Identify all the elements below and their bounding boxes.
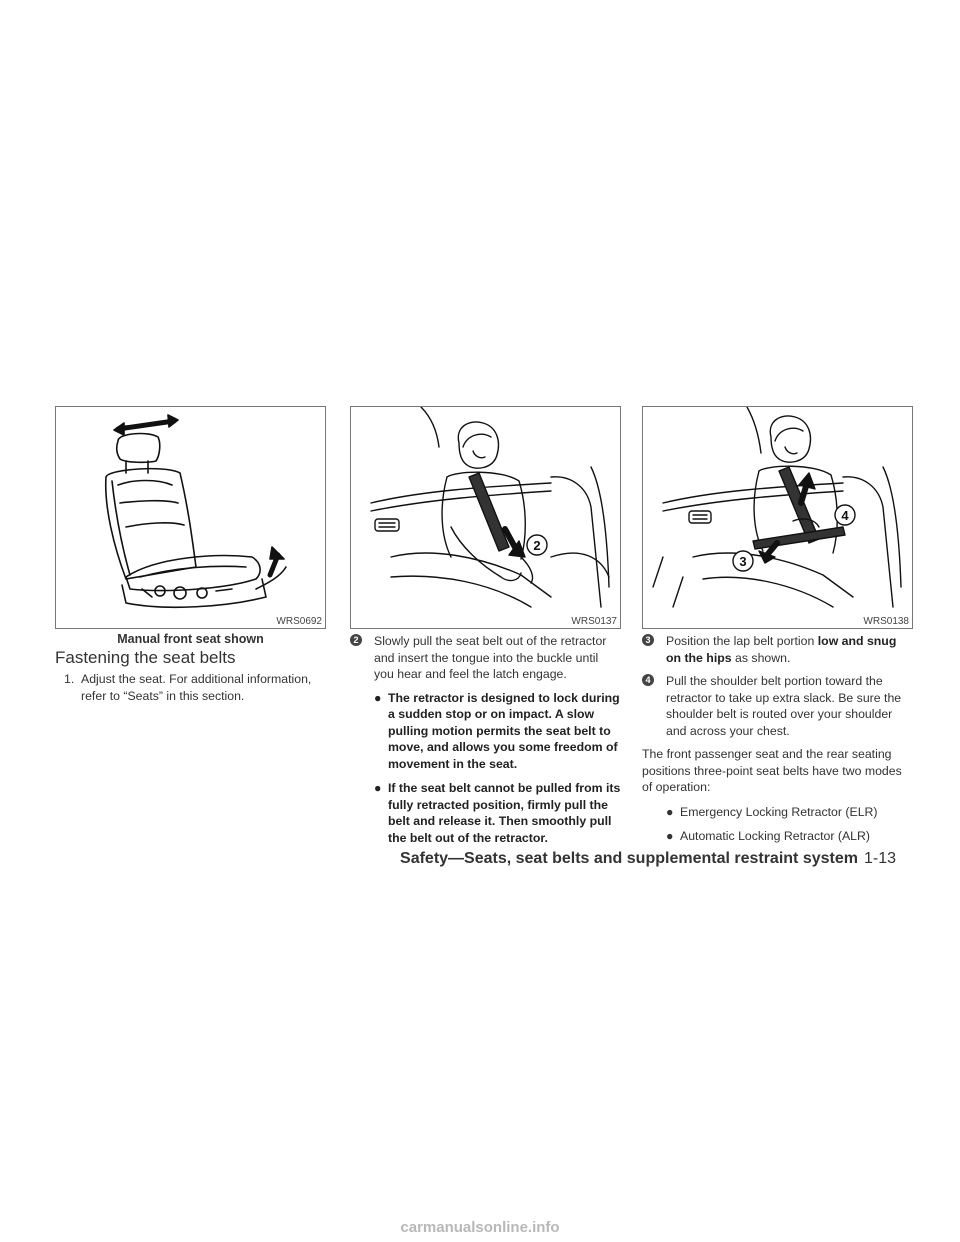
bullet-icon: ● bbox=[666, 829, 674, 843]
figure-caption: Manual front seat shown bbox=[117, 632, 264, 646]
step-text-bold: low and snug on the hips bbox=[666, 634, 897, 665]
step-badge: 4 bbox=[642, 674, 654, 686]
step-badge: 2 bbox=[350, 634, 362, 646]
bullet-icon: ● bbox=[374, 690, 382, 705]
mode-text: Emergency Locking Retractor (ELR) bbox=[680, 804, 878, 819]
step-text: Adjust the seat. For additional information, refer to “Seats” in this section. bbox=[81, 672, 312, 703]
bullet-text: The retractor is designed to lock during a sudden stop or on impact. A slow pulling motion permits the seat belt to move, and allows you some freedom of movement in the seat. bbox=[388, 690, 620, 771]
step-3 bbox=[642, 633, 913, 666]
figure-code: WRS0137 bbox=[571, 616, 617, 627]
mode-text: Automatic Locking Retractor (ALR) bbox=[680, 829, 870, 843]
bullet-text: If the seat belt cannot be pulled from its fully retracted position, firmly pull the belt and release it. Then smoothly pull the belt out of the retractor. bbox=[388, 781, 621, 845]
column-3 bbox=[642, 633, 913, 853]
step-text: as shown. bbox=[731, 650, 791, 665]
step-text: Slowly pull the seat belt out of the retractor and insert the tongue into the buckle until you hear and feel the latch engage. bbox=[374, 634, 607, 681]
step-4 bbox=[642, 673, 913, 739]
step-text: Pull the shoulder belt portion toward the retractor to take up extra slack. Be sure the shoulder belt is routed over your shoulder and across your chest. bbox=[666, 674, 902, 738]
figure-position-belt bbox=[642, 406, 913, 629]
seat-illustration bbox=[56, 407, 326, 629]
callout-2: 2 bbox=[533, 538, 541, 553]
step-number: 1. bbox=[64, 672, 75, 686]
figure-code: WRS0692 bbox=[276, 616, 322, 627]
bullet-item bbox=[350, 780, 621, 846]
footer-section-title: Safety—Seats, seat belts and supplemental restraint system bbox=[400, 850, 858, 867]
mode-item bbox=[642, 804, 913, 821]
page-footer bbox=[400, 850, 896, 868]
mode-item bbox=[642, 828, 913, 845]
step-1 bbox=[64, 671, 330, 704]
section-heading: Fastening the seat belts bbox=[55, 648, 236, 667]
bullet-item bbox=[350, 690, 621, 773]
page-number: 1-13 bbox=[863, 850, 896, 867]
callout-4: 4 bbox=[841, 508, 849, 523]
figure-seat-adjustment bbox=[55, 406, 326, 629]
seatbelt-insert-illustration bbox=[351, 407, 621, 629]
figure-insert-tongue bbox=[350, 406, 621, 629]
callout-3: 3 bbox=[739, 554, 747, 569]
figure-code: WRS0138 bbox=[863, 616, 909, 627]
bullet-icon: ● bbox=[666, 804, 674, 819]
seatbelt-position-illustration bbox=[643, 407, 913, 629]
watermark: carmanualsonline.info bbox=[400, 1219, 560, 1236]
step-text: Position the lap belt portion bbox=[666, 634, 818, 648]
step-badge: 3 bbox=[642, 634, 654, 646]
column-2 bbox=[350, 633, 621, 854]
step-2 bbox=[350, 633, 621, 683]
bullet-icon: ● bbox=[374, 781, 382, 795]
modes-intro: The front passenger seat and the rear seating positions three-point seat belts have two modes of operation: bbox=[642, 747, 902, 794]
